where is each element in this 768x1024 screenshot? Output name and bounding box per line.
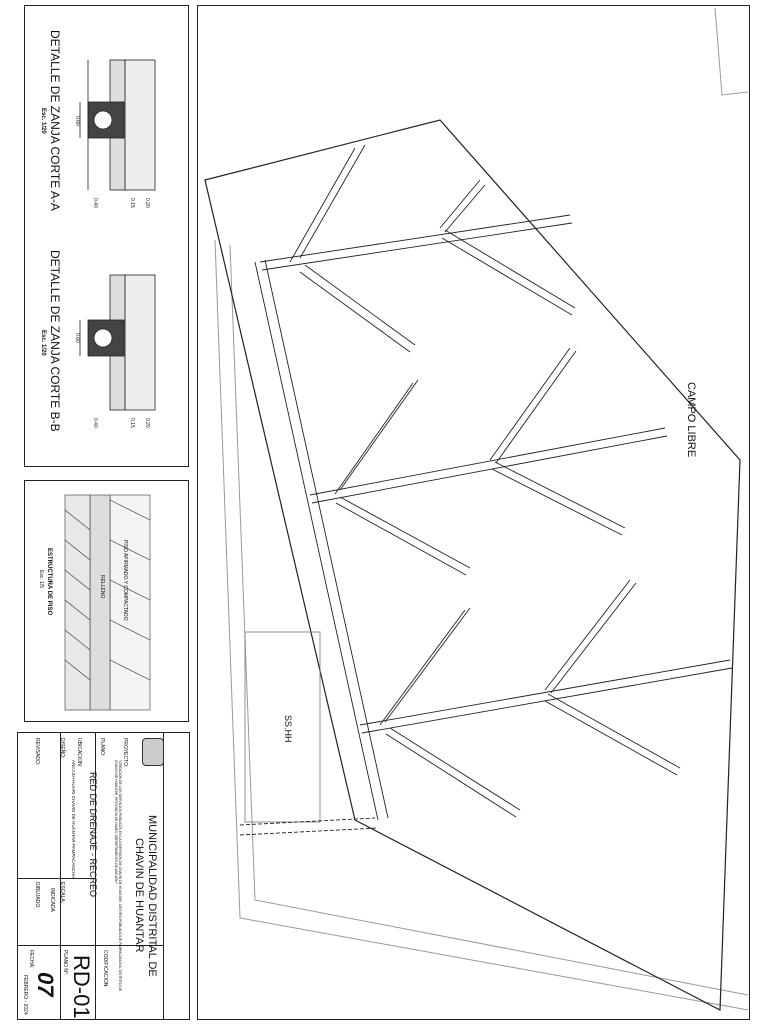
field-outline (205, 120, 740, 1010)
fecha-value: FEBRERO - 2024 (22, 975, 28, 1015)
detail-b-section (80, 275, 155, 410)
restroom-label: SS.HH (283, 715, 293, 743)
dim-label: 0.60 (74, 333, 80, 343)
ubicacion-label: UBICACION: (76, 738, 82, 768)
floor-layer-label: PISO AFIRMADO Y COMPACTADO (122, 540, 128, 621)
institution-name: CHAVIN DE HUANTAR (133, 838, 145, 953)
dim-label: 0.40 (92, 198, 98, 208)
dibujo-label: DIBUJADO: (34, 882, 40, 909)
detail-b-scale: Esc. 1/20 (40, 330, 46, 356)
escala-value: INDICADA (49, 888, 55, 912)
municipal-seal-icon (142, 738, 164, 766)
floor-structure-drawing (65, 495, 150, 710)
dim-label: 0.20 (144, 418, 150, 428)
dim-label: 0.15 (129, 418, 135, 428)
title-divider (163, 732, 164, 1020)
ubicacion-text: ANCASH-HUARI-CHAVIN DE HUANTAR-PAMPACANCHA (71, 760, 76, 879)
property-boundary (215, 8, 748, 1010)
escala-label: ESCALA: (59, 882, 65, 904)
project-text: "CREACION DE LOS SERVICIOS PUBLICOS EN LA DIVERSION DE CHAVIN DE HUANTAR, CENTRO POBLADO DE PAMPACANCHA, DISTRITO DE CHAVIN DE HUANTAR, PROVINCIA DE HUARI, DEPARTAMENTO DE ANCASH" (114, 760, 122, 992)
dim-label: 0.40 (92, 418, 98, 428)
dim-label: 0.60 (74, 116, 80, 126)
plano-label: PLANO: (99, 738, 105, 757)
floor-structure-scale: Esc. 1/5 (38, 570, 44, 589)
codificacion-label: CODIFICACION: (102, 950, 108, 988)
plano-number-label: PLANO N°: (62, 950, 68, 976)
drawing-code: RD-01 (69, 955, 94, 1019)
institution-name: MUNICIPALIDAD DISTRITAL DE (146, 815, 158, 977)
diseno-label: DISEÑO: (59, 738, 65, 759)
detail-a-title: DETALLE DE ZANJA CORTE A-A (48, 30, 62, 211)
main-collector (255, 260, 388, 820)
fecha-label: FECHA: (28, 950, 34, 969)
revisado-label: REVISADO: (34, 738, 40, 766)
title-divider (60, 732, 61, 1020)
plan-title: RED DE DRENAJE - RECREO (88, 772, 98, 898)
plano-number: 07 (33, 972, 58, 997)
branch-3 (360, 660, 732, 733)
floor-layer-label: RELLENO (99, 575, 105, 599)
branch-2 (310, 428, 667, 503)
detail-a-scale: Esc. 1/20 (40, 108, 46, 134)
field-area-label: CAMPO LIBRE (685, 382, 697, 458)
detail-a-section (80, 60, 155, 190)
title-divider (17, 878, 95, 879)
dim-label: 0.20 (144, 198, 150, 208)
detail-b-title: DETALLE DE ZANJA CORTE B-B (48, 250, 62, 432)
dim-label: 0.15 (129, 198, 135, 208)
drain-network (240, 145, 732, 835)
floor-structure-title: ESTRUCTURA DE PISO (46, 548, 52, 616)
branch-1 (260, 215, 572, 270)
project-label: PROYECTO: (122, 738, 128, 768)
